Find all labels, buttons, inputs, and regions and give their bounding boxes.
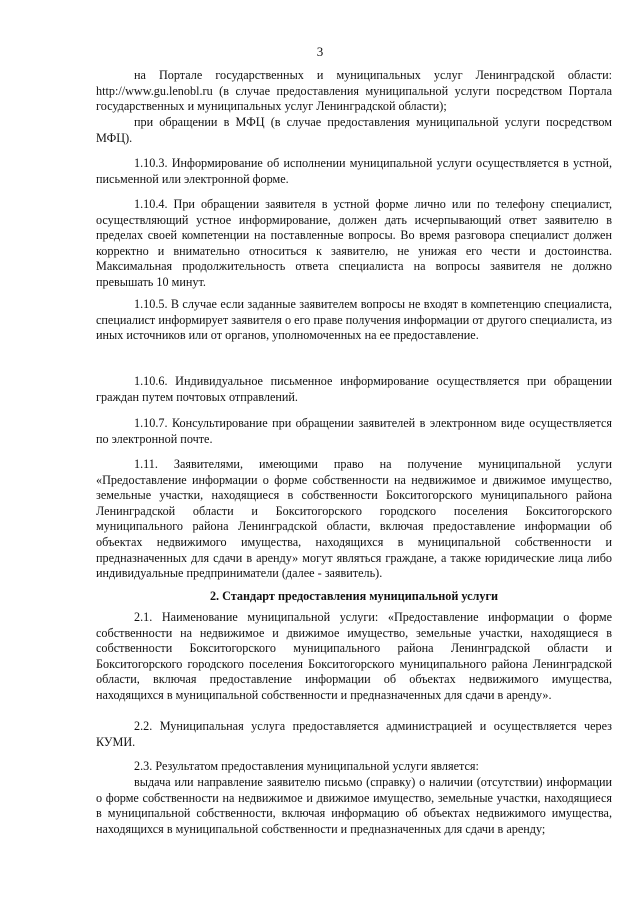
paragraph-2-1: 2.1. Наименование муниципальной услуги: «Предоставление информации о форме собственности на недвижимое и движимое имущество, земельные участки, находящиеся в собственности Бокситогорского муниципального района Ленинградской области и Бокситогорского городского поселения Бокситогорского муниципального района Ленинградской области, включая предоставление информации об объектах недвижимого имущества, находящихся в муниципальной собственности и предназначенных для сдачи в аренду». (96, 610, 612, 702)
paragraph-1-10-3: 1.10.3. Информирование об исполнении муниципальной услуги осуществляется в устной, письменной или электронной форме. (96, 156, 612, 186)
paragraph-2-2: 2.2. Муниципальная услуга предоставляется администрацией и осуществляется через КУМИ. (96, 719, 612, 749)
paragraph-2-3: 2.3. Результатом предоставления муниципальной услуги является: (134, 759, 479, 773)
page-number: 3 (316, 44, 324, 59)
paragraph-mfc: при обращении в МФЦ (в случае предоставления муниципальной услуги посредством МФЦ). (96, 115, 612, 145)
section-heading-2: 2. Стандарт предоставления муниципальной услуги (209, 589, 499, 603)
paragraph-portal: на Портале государственных и муниципальных услуг Ленинградской области: http://www.gu.lenobl.ru (в случае предоставления муниципальной услуги посредством Портала государственных и муниципальных услуг Ленинградской области); (96, 68, 612, 114)
paragraph-1-10-4: 1.10.4. При обращении заявителя в устной форме лично или по телефону специалист, осуществляющий устное информирование, должен дать исчерпывающий ответ заявителю в пределах своей компетенции на поставленные вопросы. Во время разговора специалист должен корректно и внимательно относиться к заявителю, не унижая его чести и достоинства. Максимальная продолжительность ответа специалиста на вопросы заявителя не должно превышать 10 минут. (96, 197, 612, 289)
paragraph-1-11: 1.11. Заявителями, имеющими право на получение муниципальной услуги «Предоставление информации о форме собственности на недвижимое и движимое имущество, земельные участки, находящиеся в собственности Бокситогорского муниципального района Ленинградской области и Бокситогорского городского поселения Бокситогорского муниципального района Ленинградской области, включая предоставление информации об объектах недвижимого имущества, находящихся в муниципальной собственности и предназначенных для сдачи в аренду» могут являться граждане, а также юридические лица либо индивидуальные предприниматели (далее - заявитель). (96, 457, 612, 581)
paragraph-1-10-6: 1.10.6. Индивидуальное письменное информирование осуществляется при обращении граждан путем почтовых отправлений. (96, 374, 612, 404)
paragraph-result: выдача или направление заявителю письмо (справку) о наличии (отсутствии) информации о форме собственности на недвижимое и движимое имущество, земельные участки, находящиеся в муниципальной собственности, включая информацию об объектах недвижимого имущества, находящихся в муниципальной собственности и предназначенных для сдачи в аренду; (96, 775, 612, 836)
paragraph-1-10-5: 1.10.5. В случае если заданные заявителем вопросы не входят в компетенцию специалиста, специалист информирует заявителя о его праве получения информации от другого специалиста, из иных источников или от органов, уполномоченных на ее предоставление. (96, 297, 612, 343)
paragraph-1-10-7: 1.10.7. Консультирование при обращении заявителей в электронном виде осуществляется по электронной почте. (96, 416, 612, 446)
